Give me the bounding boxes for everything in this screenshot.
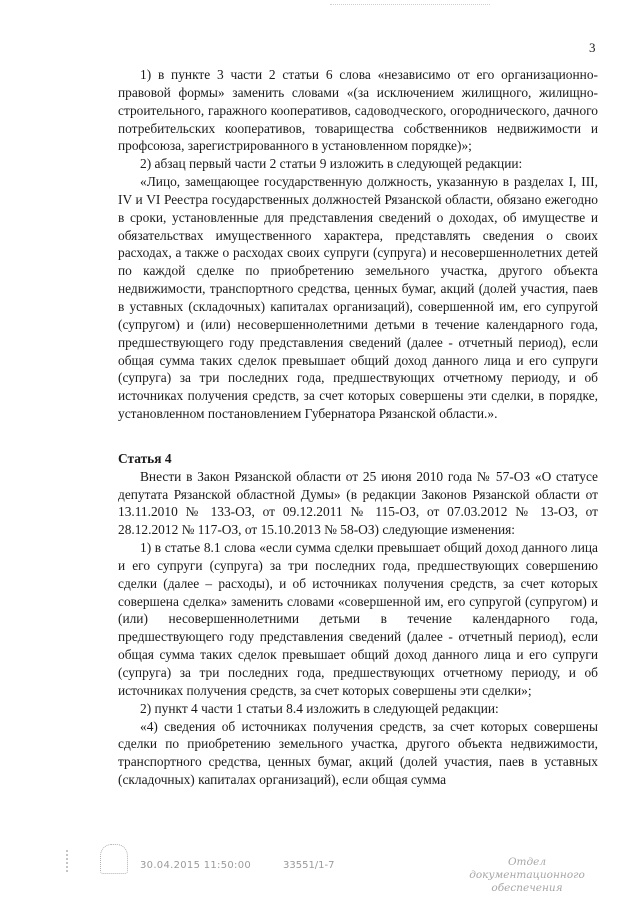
stamp-department-line: Отдел документационного <box>469 856 585 881</box>
paragraph: Внести в Закон Рязанской области от 25 июня 2010 года № 57-ОЗ «О статусе депутата Рязанской областной Думы» (в редакции Законов Рязанской области от 13.11.2010 № 133-ОЗ, от 09.12.2011 № 115-ОЗ, от 07.03.2012 № 13-ОЗ, от 28.12.2012 № 117-ОЗ, от 15.10.2013 № 58-ОЗ) следующие изменения: <box>118 468 598 538</box>
stamp-registration-number: 33551/1-7 <box>283 860 335 871</box>
registration-stamp <box>0 856 640 896</box>
document-body <box>118 66 598 789</box>
article-heading: Статья 4 <box>118 450 172 466</box>
scan-artifact <box>330 4 490 9</box>
stamp-mark <box>100 844 128 874</box>
paragraph: 2) пункт 4 части 1 статьи 8.4 изложить в следующей редакции: <box>140 700 499 716</box>
stamp-datetime: 30.04.2015 11:50:00 <box>140 860 252 871</box>
paragraph: «4) сведения об источниках получения средств, за счет которых совершены сделки по приобретению земельного участка, другого объекта недвижимости, транспортного средства, ценных бумаг, акций (долей участия, паев в уставных (складочных) капиталах организаций), если общая сумма <box>118 718 598 788</box>
paragraph: 2) абзац первый части 2 статьи 9 изложить в следующей редакции: <box>140 156 523 172</box>
paragraph: 1) в пункте 3 части 2 статьи 6 слова «независимо от его организационно-правовой формы» заменить словами «(за исключением жилищного, жилищно-строительного, гаражного кооперативов, садоводческого, огороднического, дачного потребительских кооперативов, товарищества собственников недвижимости и профсоюза, зарегистрированного в установленном порядке)»; <box>118 67 598 154</box>
paragraph: 1) в статье 8.1 слова «если сумма сделки превышает общий доход данного лица и его супруги (супруга) за три последних года, предшествующих совершению сделки (далее – расходы), и об источниках получения средств, за счет которых совершена сделка» заменить словами «совершенной им, его супругой (супругом) и (или) несовершеннолетними детьми в течение календарного года, предшествующего году представления сведений (далее - отчетный период), если общая сумма таких сделок превышает общий доход данного лица и его супруги (супруга) за три последних года, предшествующих отчетному периоду, и об источниках получения средств, за счет которых совершены эти сделки»; <box>118 540 598 698</box>
paragraph: «Лицо, замещающее государственную должность, указанную в разделах I, III, IV и VI Реестра государственных должностей Рязанской области, обязано ежегодно в сроки, установленные для представления сведений о доходах, об имуществе и обязательствах имущественного характера, представлять сведения о своих расходах, а также о расходах своих супруги (супруга) и несовершеннолетних детей по каждой сделке по приобретению земельного участка, другого объекта недвижимости, транспортного средства, ценных бумаг, акций (долей участия, паев в уставных (складочных) капиталах организаций), совершенной им, его супругой (супругом) и (или) несовершеннолетними детьми в течение календарного года, предшествующего году представления сведений (далее - отчетный период), если общая сумма таких сделок превышает общий доход данного лица и его супруги (супруга) за три последних года, предшествующих отчетному периоду, и об источниках получения средств, за счет которых совершены эти сделки, в порядке, установленном постановлением Губернатора Рязанской области.». <box>118 174 598 422</box>
stamp-department-line: обеспечения <box>491 882 563 894</box>
stamp-department <box>452 856 602 895</box>
stamp-mark <box>66 850 98 872</box>
page-number: 3 <box>589 40 596 55</box>
